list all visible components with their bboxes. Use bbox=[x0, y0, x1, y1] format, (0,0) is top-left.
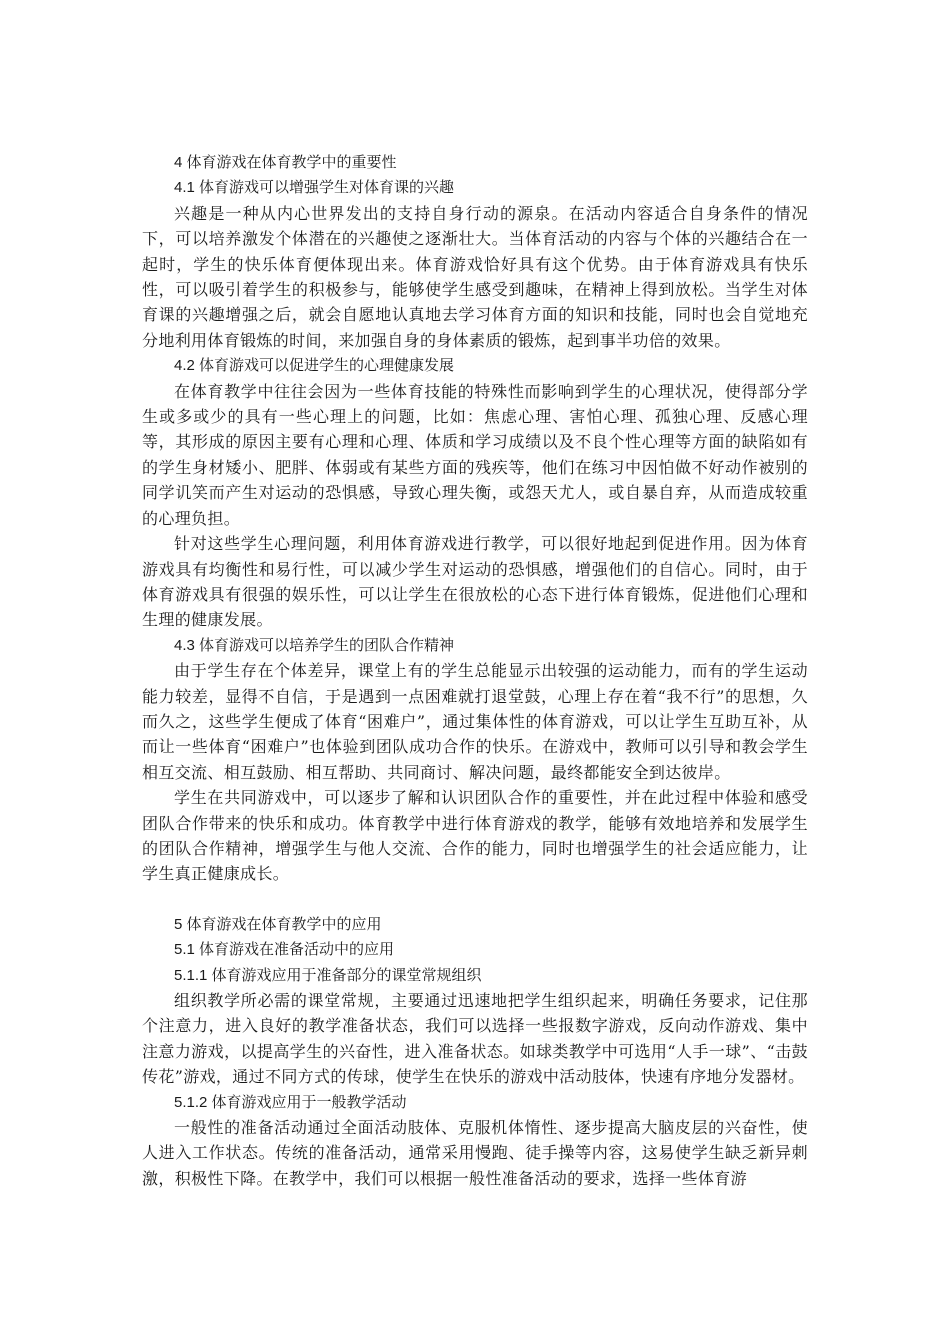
section-4-1-heading: 4.1 体育游戏可以增强学生对体育课的兴趣 bbox=[174, 179, 455, 197]
section-5-1-2-paragraph-1: 一般性的准备活动通过全面活动肢体、克服机体惰性、逐步提高大脑皮层的兴奋性，使人进入工作状态。传统的准备活动，通常采用慢跑、徒手操等内容，这易使学生缺乏新异刺激，积极性下降。在教学中，我们可以根据一般性准备活动的要求，选择一些体育游 bbox=[142, 1118, 808, 1188]
section-5-heading: 5 体育游戏在体育教学中的应用 bbox=[174, 915, 382, 933]
section-5-1-1-heading: 5.1.1 体育游戏应用于准备部分的课堂常规组织 bbox=[174, 966, 482, 984]
section-5-1-2-heading: 5.1.2 体育游戏应用于一般教学活动 bbox=[174, 1093, 407, 1111]
section-4-2-heading: 4.2 体育游戏可以促进学生的心理健康发展 bbox=[174, 357, 455, 375]
section-5-1-1-paragraph-1: 组织教学所必需的课堂常规，主要通过迅速地把学生组织起来，明确任务要求，记住那个注意力，进入良好的教学准备状态，我们可以选择一些报数字游戏，反向动作游戏、集中注意力游戏，以提高学生的兴奋性，进入准备状态。如球类教学中可选用“人手一球”、“击鼓传花”游戏，通过不同方式的传球，使学生在快乐的游戏中活动肢体，快速有序地分发器材。 bbox=[142, 991, 808, 1087]
section-4-3-paragraph-2: 学生在共同游戏中，可以逐步了解和认识团队合作的重要性，并在此过程中体验和感受团队合作带来的快乐和成功。体育教学中进行体育游戏的教学，能够有效地培养和发展学生的团队合作精神，增强学生与他人交流、合作的能力，同时也增强学生的社会适应能力，让学生真正健康成长。 bbox=[142, 788, 808, 884]
section-5-1-heading: 5.1 体育游戏在准备活动中的应用 bbox=[174, 941, 395, 959]
section-4-heading: 4 体育游戏在体育教学中的重要性 bbox=[174, 154, 397, 171]
section-4-2-paragraph-1: 在体育教学中往往会因为一些体育技能的特殊性而影响到学生的心理状况，使得部分学生或多或少的具有一些心理上的问题，比如：焦虑心理、害怕心理、孤独心理、反感心理等，其形成的原因主要有心理和心理、体质和学习成绩以及不良个性心理等方面的缺陷如有的学生身材矮小、肥胖、体弱或有某些方面的残疾等，他们在练习中因怕做不好动作被别的同学讥笑而产生对运动的恐惧感，导致心理失衡，或怨天尤人，或自暴自弃，从而造成较重的心理负担。 bbox=[142, 381, 808, 528]
section-spacer bbox=[142, 887, 808, 912]
document-page bbox=[142, 150, 808, 1191]
section-4-3-paragraph-1: 由于学生存在个体差异，课堂上有的学生总能显示出较强的运动能力，而有的学生运动能力较差，显得不自信，于是遇到一点困难就打退堂鼓，心理上存在着“我不行”的思想，久而久之，这些学生便成了体育“困难户”，通过集体性的体育游戏，可以让学生互助互补，从而让一些体育“困难户”也体验到团队成功合作的快乐。在游戏中，教师可以引导和教会学生相互交流、相互鼓励、相互帮助、共同商讨、解决问题，最终都能安全到达彼岸。 bbox=[142, 661, 808, 782]
section-4-2-paragraph-2: 针对这些学生心理问题，利用体育游戏进行教学，可以很好地起到促进作用。因为体育游戏具有均衡性和易行性，可以减少学生对运动的恐惧感，增强他们的自信心。同时，由于体育游戏具有很强的娱乐性，可以让学生在很放松的心态下进行体育锻炼，促进他们心理和生理的健康发展。 bbox=[142, 534, 808, 630]
section-4-1-paragraph-1: 兴趣是一种从内心世界发出的支持自身行动的源泉。在活动内容适合自身条件的情况下，可以培养激发个体潜在的兴趣使之逐渐壮大。当体育活动的内容与个体的兴趣结合在一起时，学生的快乐体育便体现出来。体育游戏恰好具有这个优势。由于体育游戏具有快乐性，可以吸引着学生的积极参与，能够使学生感受到趣味，在精神上得到放松。当学生对体育课的兴趣增强之后，就会自愿地认真地去学习体育方面的知识和技能，同时也会自觉地充分地利用体育锻炼的时间，来加强自身的身体素质的锻炼，起到事半功倍的效果。 bbox=[142, 203, 808, 350]
section-4-3-heading: 4.3 体育游戏可以培养学生的团队合作精神 bbox=[174, 636, 455, 654]
